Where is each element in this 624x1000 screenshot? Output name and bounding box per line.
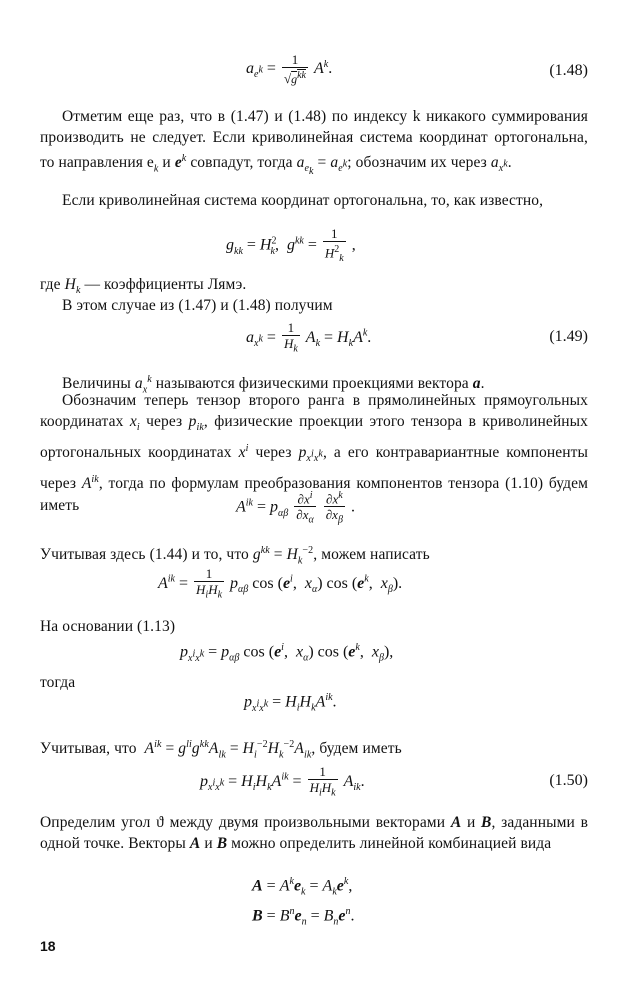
paragraph-3: где $H_k$ — коэффициенты Лямэ. — [40, 276, 247, 297]
equation-p-hha: $p_{x^ix^k} = H_iH_kA^{ik}$. — [244, 692, 337, 714]
paragraph-10-text: Учитывая, что — [40, 740, 137, 758]
paragraph-11-text-d: и — [200, 835, 213, 852]
equation-p-cos: $p_{x^ix^k} = p_{\alpha\beta}$ $\cos (e^i$, $x_\alpha$) $\cos (e^k$, $x_\beta$), — [180, 642, 394, 664]
paragraph-11-text-b: и — [461, 814, 476, 831]
paragraph-6-text-e: , а его контравариантные компоненты через — [40, 444, 588, 493]
paragraph-6-text-f: , тогда по формулам преобразования компонентов тензора (1.10) будем иметь — [40, 475, 588, 514]
equation-1-49: $a_{x^k}$ = $\frac{1}{H_k}$ $A_k = H_kA^k$. — [246, 320, 372, 355]
paragraph-6: Обозначим теперь тензор второго ранга в прямолинейных прямоугольных координатах $x_i$ через $p_{ik}$, физические проекции этого тензора в криволинейных ортогональных координатах $x^i$ через $p_{x^ix^k}$, а его контравариантные компоненты через $A^{ik}$, тогда по формулам преобразования компонентов тензора (1.10) будем иметь — [40, 392, 589, 514]
page-number: 18 — [40, 938, 56, 954]
equation-cos: $A^{ik}$ = $\frac{1}{H_iH_k}$ $p_{\alpha\beta}$ $\cos (e^i$, $x_\alpha$) $\cos (e^k$, $x_\beta$). — [158, 566, 403, 601]
paragraph-5-text: Величины — [62, 375, 131, 393]
paragraph-9: тогда — [40, 674, 76, 691]
equation-tensor-transform: $A^{ik} = p_{\alpha\beta}$ $\frac{\partial x^i}{\partial x_\alpha}$ $\frac{\partial x^k}{\partial x_\beta}$ . — [236, 490, 355, 526]
equation-1-48: $a_{e^k}$ = $\frac{1}{√g^{kk}}$ $A^k$. — [246, 52, 333, 86]
paragraph-1: Отметим еще раз, что в (1.47) и (1.48) по индексу k никакого суммирования производить не следует. Если криволинейная система координат ортогональна, то направления $e_k$ и $e^k$ совпадут, тогда $a_{e_k} = a_{e^k}$; обозначим их через $a_{x^k}$. — [40, 108, 588, 178]
paragraph-4: В этом случае из (1.47) и (1.48) получим — [62, 297, 333, 314]
paragraph-7-text: Учитывая здесь (1.44) и то, что — [40, 546, 249, 564]
paragraph-6-text: Обозначим теперь тензор второго ранга в прямолинейных прямоугольных координатах — [40, 392, 588, 430]
paragraph-6-text-b: через — [139, 413, 183, 430]
paragraph-6-text-d: через — [248, 444, 292, 462]
equation-number-1-48: (1.48) — [549, 62, 588, 79]
paragraph-2: Если криволинейная система координат ортогональна, то, как известно, — [62, 192, 544, 209]
paragraph-7: Учитывая здесь (1.44) и то, что $g^{kk} = H_k^{-2}$, можем написать — [40, 545, 430, 567]
paragraph-1-text: Отметим еще раз, что в (1.47) и (1.48) по индексу k никакого суммирования производить не следует. Если криволинейная система координат ортогональна, то направления e — [40, 108, 588, 172]
equation-vector-b: $B = B^ne_n = B_ne^n$. — [252, 906, 355, 928]
paragraph-11-text-c: , заданными в одной точке. Векторы — [40, 814, 589, 852]
equation-number-1-49: (1.49) — [549, 328, 588, 345]
paragraph-11: Определим угол ϑ между двумя произвольными векторами A и B, заданными в одной точке. Векторы A и B можно определить линейной комбинацией вида — [40, 814, 589, 852]
paragraph-5: Величины $a_x^k$ называются физическими проекциями вектора a. — [62, 374, 485, 396]
equation-vector-a: $A = A^ke_k = A_ke^k$, — [252, 876, 353, 898]
paragraph-6-text-c: , физические проекции этого тензора в криволинейных ортогональных координатах — [40, 413, 589, 462]
paragraph-8: На основании (1.13) — [40, 618, 176, 635]
paragraph-3-text: где — [40, 276, 61, 293]
paragraph-1-text-b: совпадут, тогда — [186, 154, 293, 172]
equation-lame: $g_{kk} = H^2_k$, $g^{kk}$ = $\frac{1}{H^2_k}$ , — [226, 226, 356, 264]
paragraph-1-text-c: ; обозначим их через — [347, 154, 487, 172]
equation-number-1-50: (1.50) — [549, 772, 588, 789]
paragraph-11-text: Определим угол ϑ между двумя произвольными векторами — [40, 814, 446, 831]
paragraph-7-text-b: , можем написать — [313, 546, 430, 564]
paragraph-5-text-b: называются физическими проекциями вектора — [151, 375, 469, 393]
paragraph-10: Учитывая, что $A^{ik} = g^{li}g^{kk}A_{lk} = H_i^{-2}H_k^{-2}A_{ik}$, будем иметь — [40, 739, 402, 761]
paragraph-10-text-b: , будем иметь — [311, 740, 402, 758]
equation-1-50: $p_{x^ix^k} = H_iH_kA^{ik}$ = $\frac{1}{H_iH_k}$ $A_{ik}$. — [200, 764, 365, 799]
paragraph-11-text-e: можно определить линейной комбинацией вида — [227, 835, 552, 852]
paragraph-3-text-b: — коэффициенты Лямэ. — [80, 276, 247, 293]
